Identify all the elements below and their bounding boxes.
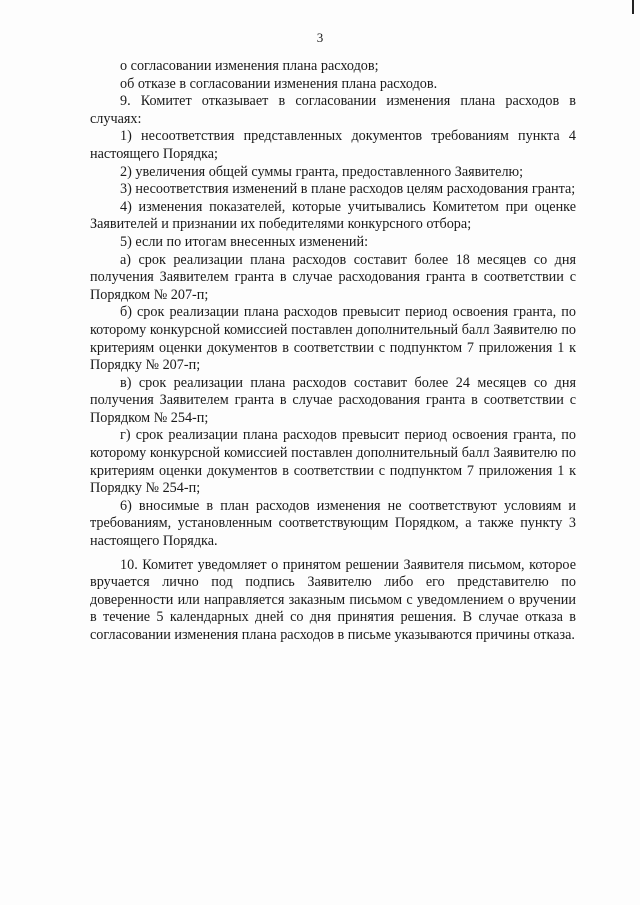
paragraph-subitem-5: 5) если по итогам внесенных изменений: [120,233,369,250]
paragraph-subitem-5g: г) срок реализации плана расходов превысит период освоения гранта, по которому конкурсной комиссией поставлен дополнительный балл Заявителю по критериям оценки документов в соответствии с подпунктом 7 приложения 1 к Порядку № 254-п; [90,427,576,497]
paragraph-item-9: 9. Комитет отказывает в согласовании изменения плана расходов в случаях: [90,93,576,127]
paragraph-item-10: 10. Комитет уведомляет о принятом решении Заявителя письмом, которое вручается лично под подпись Заявителю либо его представителю по доверенности или направляется заказным письмом с уведомлением о вручении в течение 5 календарных дней со дня принятия решения. В случае отказа в согласовании изменения плана расходов в письме указываются причины отказа. [90,556,576,643]
page-number: 3 [316,30,324,45]
paragraph-subitem-4: 4) изменения показателей, которые учитывались Комитетом при оценке Заявителей и признании их победителями конкурсного отбора; [90,198,576,233]
paragraph-subitem-5v: в) срок реализации плана расходов составит более 24 месяцев со дня получения Заявителем гранта в случае расходования гранта в соответствии с Порядком № 254-п; [90,374,576,426]
paragraph-subitem-3: 3) несоответствия изменений в плане расходов целям расходования гранта; [120,181,576,198]
paragraph-subitem-5a: а) срок реализации плана расходов составит более 18 месяцев со дня получения Заявителем гранта в случае расходования гранта в соответствии с Порядком № 207-п; [90,251,576,303]
paragraph-decision-refuse: об отказе в согласовании изменения плана расходов. [120,75,438,92]
scan-edge-mark [632,0,634,14]
paragraph-decision-approve: о согласовании изменения плана расходов; [120,58,379,74]
document-body [90,58,576,645]
paragraph-subitem-2: 2) увеличения общей суммы гранта, предоставленного Заявителю; [120,163,524,180]
paragraph-subitem-5b: б) срок реализации плана расходов превысит период освоения гранта, по которому конкурсной комиссией поставлен дополнительный балл Заявителю по критериям оценки документов в соответствии с подпунктом 7 приложения 1 к Порядку № 207-п; [90,304,576,374]
paragraph-subitem-6: 6) вносимые в план расходов изменения не соответствуют условиям и требованиям, установленным соответствующим Порядком, а также пункту 3 настоящего Порядка. [90,497,576,550]
paragraph-subitem-1: 1) несоответствия представленных документов требованиям пункта 4 настоящего Порядка; [90,128,576,162]
